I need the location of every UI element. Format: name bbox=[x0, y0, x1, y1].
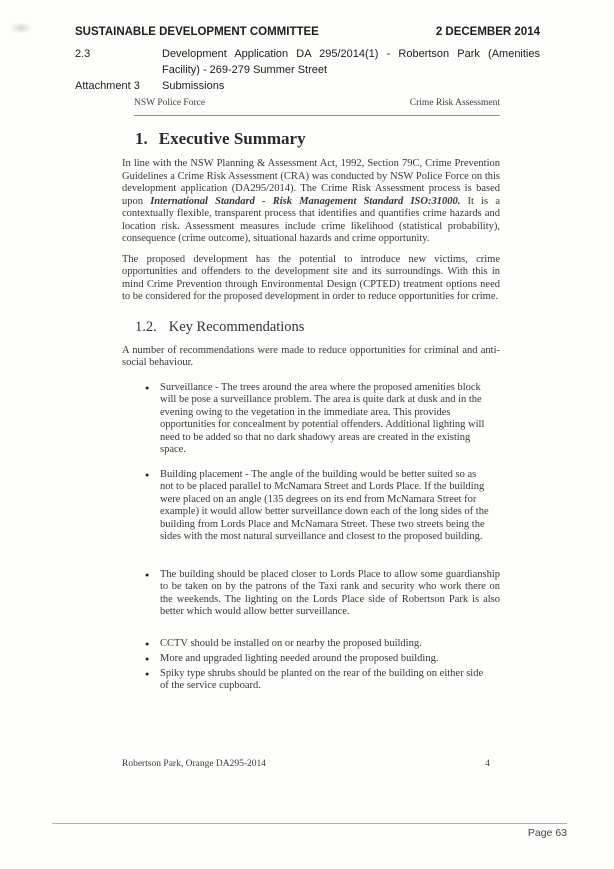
bullet-surveillance: ● Surveillance - The trees around the area where the proposed amenities block will be pose a surveillance problem. The area is quite dark at dusk and in the evening owing to the vegetation in the immediate area. This provides opportunities for concealment by potential offenders. Additional lighting will need to be added so that no dark shadowy areas are created in the existing space. bbox=[160, 382, 487, 457]
meeting-date: 2 DECEMBER 2014 bbox=[435, 26, 540, 38]
bullet-building-placement: ● Building placement - The angle of the building would be better suited so as not to be placed parallel to McNamara Street and Lords Place. If the building were placed on an angle (135 degrees on its end from McNamara Street for example) it would allow better surveillance down each of the long sides of the building from Lords Place and McNamara Street. These two streets being the sides with the most natural surveillance and closest to the proposed building. bbox=[160, 469, 490, 544]
section-1-2-number: 1.2. bbox=[135, 318, 157, 335]
agenda-item-title-line1: Development Application DA 295/2014(1) - Robertson Park (Amenities bbox=[162, 48, 540, 60]
bullet-shrubs: ● Spiky type shrubs should be planted on the rear of the building on either side of the service cupboard. bbox=[160, 668, 490, 693]
report-footer-title: Robertson Park, Orange DA295-2014 bbox=[122, 759, 267, 769]
section-1-heading bbox=[135, 129, 500, 149]
executive-summary-paragraph-1 bbox=[122, 158, 500, 246]
report-header-right: Crime Risk Assessment bbox=[409, 98, 500, 108]
attachment-row bbox=[75, 78, 540, 94]
section-1-2-heading bbox=[135, 319, 500, 336]
page-number: Page 63 bbox=[527, 827, 567, 839]
report-footer bbox=[122, 759, 490, 769]
bullet-cctv: ● CCTV should be installed on or nearby the proposed building. bbox=[160, 638, 500, 651]
bullet-lighting: ● More and upgraded lighting needed around the proposed building. bbox=[160, 653, 500, 666]
recommendations-intro: A number of recommendations were made to reduce opportunities for criminal and anti-social behaviour. bbox=[122, 344, 500, 368]
agenda-item-title-line2: Facility) - 269-279 Summer Street bbox=[162, 64, 328, 76]
agenda-item-number: 2.3 bbox=[75, 48, 91, 60]
executive-summary-paragraph-2: The proposed development has the potential to introduce new victims, crime opportunities and offenders to the development site and its surroundings. With this in mind Crime Prevention through Environmental Design (CPTED) treatment options need to be considered for the proposed development in order to reduce opportunities for crime. bbox=[122, 253, 500, 302]
section-1-number: 1. bbox=[135, 129, 148, 148]
agenda-item-row bbox=[75, 46, 540, 78]
recommendations-list bbox=[122, 382, 500, 693]
committee-header-row bbox=[75, 24, 540, 40]
paragraph-text: In line with the NSW Planning & Assessment Act, 1992, Section 79C, Crime Prevention Guidelines a Crime Risk Assessment (CRA) was conducted by NSW Police Force on this development application (DA295/2014). The Crime Risk Assessment process is based upon bbox=[122, 158, 500, 207]
agenda-item-title bbox=[162, 46, 540, 78]
section-1-title: Executive Summary bbox=[158, 129, 306, 148]
committee-header bbox=[75, 24, 540, 94]
page-footer-divider bbox=[52, 823, 567, 824]
report-header bbox=[122, 95, 500, 109]
attachment-title: Submissions bbox=[162, 80, 225, 92]
attachment-label: Attachment 3 bbox=[75, 80, 140, 92]
report-header-divider bbox=[134, 115, 500, 116]
scan-smudge bbox=[10, 22, 32, 34]
iso-standard-emphasis: International Standard - Risk Management Standard ISO:31000. bbox=[150, 195, 461, 207]
paragraph-text: It is a contextually flexible, transparent process that identifies and quantifies crime hazards and location risk. Assessment measures include crime likelihood (statistical probability), consequence (crime outcome), situational hazards and crime opportunity. bbox=[122, 195, 500, 244]
section-1-2-title: Key Recommendations bbox=[168, 318, 305, 335]
crime-risk-assessment-report bbox=[122, 95, 500, 693]
report-header-left: NSW Police Force bbox=[134, 98, 206, 108]
bullet-lords-place: ● The building should be placed closer to Lords Place to allow some guardianship to be taken on by the patrons of the Taxi rank and security who work there on the weekends. The lighting on the Lords Place side of Robertson Park is also better which would allow better surveillance. bbox=[160, 569, 500, 619]
committee-title: SUSTAINABLE DEVELOPMENT COMMITTEE bbox=[75, 26, 319, 38]
report-footer-page-number: 4 bbox=[485, 759, 490, 769]
